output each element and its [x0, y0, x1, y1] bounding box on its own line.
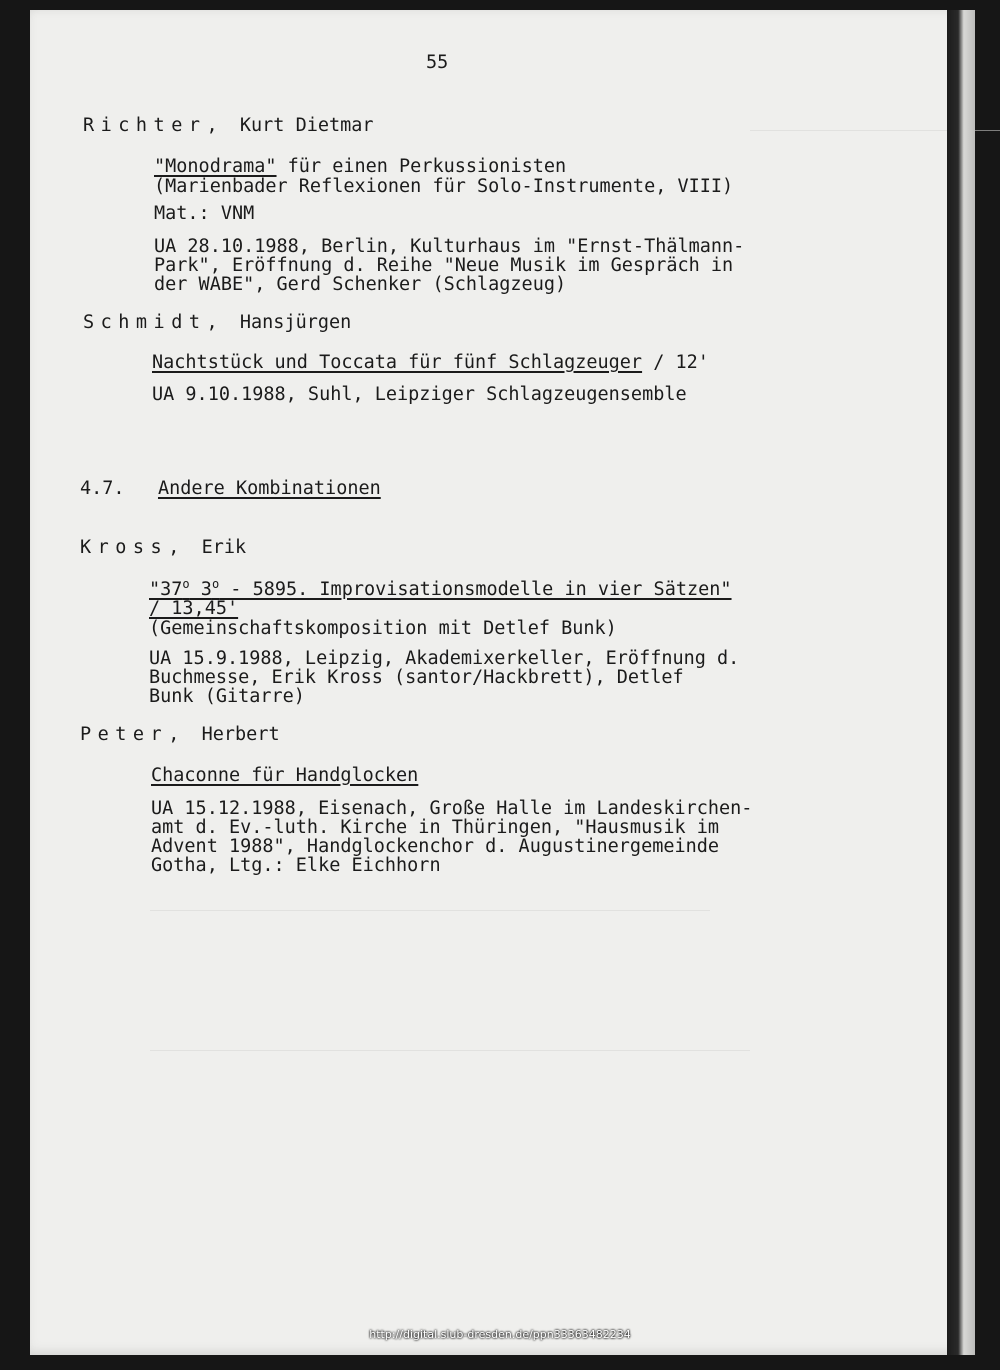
work-title-part: 3: [189, 579, 212, 600]
premiere-line: UA 9.10.1988, Suhl, Leipziger Schlagzeugensemble: [152, 384, 687, 405]
composer-given-name: Hansjürgen: [239, 312, 352, 333]
page-edge-shadow: [947, 10, 975, 1355]
composer-given-name: Kurt Dietmar: [239, 115, 374, 136]
composer-heading: [83, 117, 374, 136]
work-note: (Gemeinschaftskomposition mit Detlef Bunk): [149, 618, 617, 639]
premiere-line: Gotha, Ltg.: Elke Eichhorn: [151, 855, 441, 876]
section-number: 4.7.: [80, 478, 125, 499]
premiere-line: UA 15.12.1988, Eisenach, Große Halle im Landeskirchen-: [151, 798, 753, 819]
section-title: Andere Kombinationen: [157, 478, 381, 499]
work-title-line: [154, 158, 566, 177]
work-title-line: [152, 354, 709, 373]
composer-heading: [80, 539, 246, 558]
premiere-line: amt d. Ev.-luth. Kirche in Thüringen, "Hausmusik im: [151, 817, 720, 838]
show-through-line: [150, 910, 710, 912]
premiere-line: Bunk (Gitarre): [149, 686, 305, 707]
heading-separator: ,: [168, 724, 202, 745]
work-title: Chaconne für Handglocken: [151, 765, 419, 786]
composer-surname: Schmidt: [83, 312, 207, 333]
material-note: Mat.: VNM: [154, 203, 255, 224]
work-title-part: - 5895. Improvisationsmodelle in vier Sätzen": [219, 579, 732, 600]
premiere-line: UA 15.9.1988, Leipzig, Akademixerkeller, Eröffnung d.: [149, 648, 740, 669]
premiere-line: Advent 1988", Handglockenchor d. Augustinergemeinde: [151, 836, 720, 857]
work-title-rest: für einen Perkussionisten: [276, 156, 567, 177]
composer-surname: Richter: [83, 115, 207, 136]
premiere-line: der WABE", Gerd Schenker (Schlagzeug): [154, 274, 567, 295]
composer-heading: [80, 726, 280, 745]
composer-surname: Peter: [80, 724, 169, 745]
work-title: "Monodrama": [154, 156, 277, 177]
composer-given-name: Herbert: [201, 724, 280, 745]
work-title: Nachtstück und Toccata für fünf Schlagzeuger: [152, 352, 643, 373]
heading-separator: ,: [206, 115, 240, 136]
composer-surname: Kross: [80, 537, 169, 558]
degree-sign: o: [211, 577, 220, 591]
source-url[interactable]: http://digital.slub-dresden.de/ppn33363482234: [369, 1328, 631, 1341]
show-through-line: [150, 1050, 750, 1052]
document-page: [30, 10, 975, 1355]
heading-separator: ,: [168, 537, 202, 558]
premiere-line: UA 28.10.1988, Berlin, Kulturhaus im "Ernst-Thälmann-: [154, 236, 745, 257]
heading-separator: ,: [206, 312, 240, 333]
composer-given-name: Erik: [201, 537, 247, 558]
composer-heading: [83, 314, 351, 333]
work-title-part: "37: [149, 579, 183, 600]
work-duration: / 12': [642, 352, 709, 373]
premiere-line: Park", Eröffnung d. Reihe "Neue Musik im Gespräch in: [154, 255, 734, 276]
work-subtitle: (Marienbader Reflexionen für Solo-Instrumente, VIII): [154, 176, 734, 197]
work-duration: / 13,45': [149, 598, 239, 619]
work-title-line: [149, 577, 732, 600]
premiere-line: Buchmesse, Erik Kross (santor/Hackbrett), Detlef: [149, 667, 684, 688]
degree-sign: o: [182, 577, 190, 591]
section-heading: [80, 480, 381, 499]
section-gap: [125, 478, 158, 499]
page-number: 55: [426, 52, 449, 73]
